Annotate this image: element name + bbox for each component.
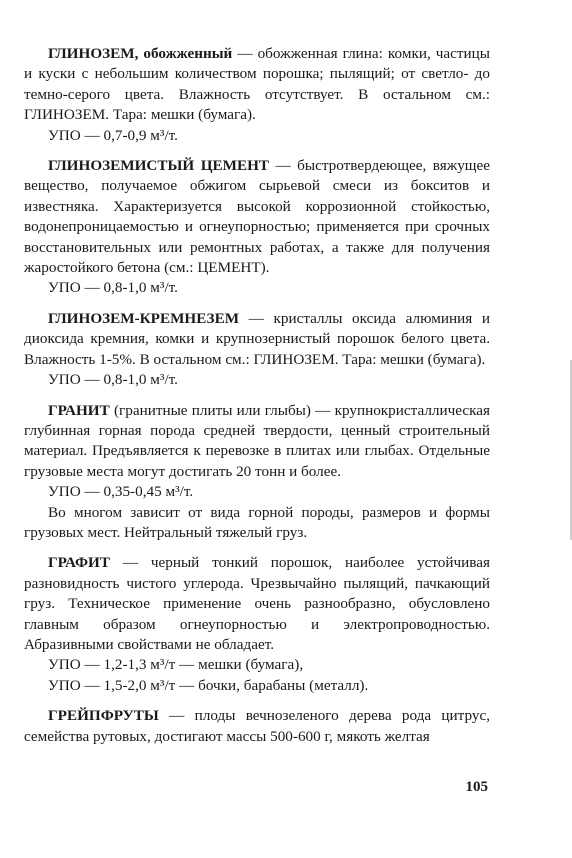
entry-term: ГРАФИТ: [48, 554, 110, 572]
entry-note: Во многом зависит от вида горной породы, размеров и формы грузовых мест. Нейтральный тяжелый груз.: [24, 503, 490, 541]
entry-text: — кристаллы оксида алюминия и диоксида кремния, комки и крупнозернистый порошок белого цвета. Влажность 1-5%. В остальном см.: ГЛИНОЗЕМ. Тара: мешки (бумага).: [24, 309, 490, 368]
entry-glinozem-kremnezem: [24, 309, 490, 391]
entry-term: ГРЕЙПФРУТЫ: [48, 707, 159, 725]
entry-glinozemisty-cement: [24, 156, 490, 299]
entry-text: (гранитные плиты или глыбы) — крупнокристаллическая глубинная горная порода средней твердости, ценный строительный материал. Предъявляется к перевозке в плитах или глыбах. Отдельные грузовые места могут достигать 20 тонн и более.: [24, 401, 490, 480]
upo-line: УПО — 0,35-0,45 м³/т.: [48, 483, 194, 501]
entry-paragraph: [24, 401, 490, 483]
upo-line: УПО — 0,7-0,9 м³/т.: [48, 126, 178, 144]
entry-paragraph: [24, 156, 490, 278]
entry-term: ГЛИНОЗЕМ-КРЕМНЕЗЕМ: [48, 309, 240, 327]
entry-grafit: [24, 553, 490, 696]
document-body: [24, 44, 490, 757]
entry-term: ГЛИНОЗЕМ, обожженный: [48, 45, 233, 62]
entry-term: ГЛИНОЗЕМИСТЫЙ ЦЕМЕНТ: [48, 157, 270, 175]
page-number: 105: [465, 779, 488, 795]
entry-glinozem-obozhzhenny: [24, 44, 490, 146]
upo-line: УПО — 1,2-1,3 м³/т — мешки (бумага),: [48, 656, 304, 674]
entry-paragraph: [24, 309, 490, 370]
entry-text: — быстротвердеющее, вяжущее вещество, получаемое обжигом сырьевой смеси из бокситов и известняка. Характеризуется высокой коррозионной стойкостью, водонепроницаемостью и огнеупорностью; применяется при срочных восстановительных или ремонтных работах, а также для получения жаростойкого бетона (см.: ЦЕМЕНТ).: [24, 157, 490, 277]
entry-paragraph: [24, 706, 490, 747]
entry-text: — обожженная глина: комки, частицы и куски с небольшим количеством порошка; пылящий; от светло- до темно-серого цвета. Влажность отсутствует. В остальном см.: ГЛИНОЗЕМ. Тара: мешки (бумага).: [24, 45, 490, 124]
upo-line: УПО — 1,5-2,0 м³/т — бочки, барабаны (металл).: [48, 676, 369, 694]
entry-paragraph: [24, 44, 490, 126]
entry-text: — плоды вечнозеленого дерева рода цитрус, семейства рутовых, достигают массы 500-600 г, мякоть желтая: [24, 707, 490, 745]
entry-greypfruty: [24, 706, 490, 747]
upo-line: УПО — 0,8-1,0 м³/т.: [48, 279, 178, 297]
entry-paragraph: [24, 553, 490, 655]
upo-line: УПО — 0,8-1,0 м³/т.: [48, 371, 178, 389]
entry-granit: [24, 401, 490, 544]
entry-term: ГРАНИТ: [48, 401, 110, 419]
entry-text: — черный тонкий порошок, наиболее устойчивая разновидность чистого углерода. Чрезвычайно пылящий, пачкающий груз. Техническое применение очень разнообразно, обусловлено главным образом огнеупорностью и электропроводностью. Абразивными свойствами не обладает.: [24, 554, 490, 653]
